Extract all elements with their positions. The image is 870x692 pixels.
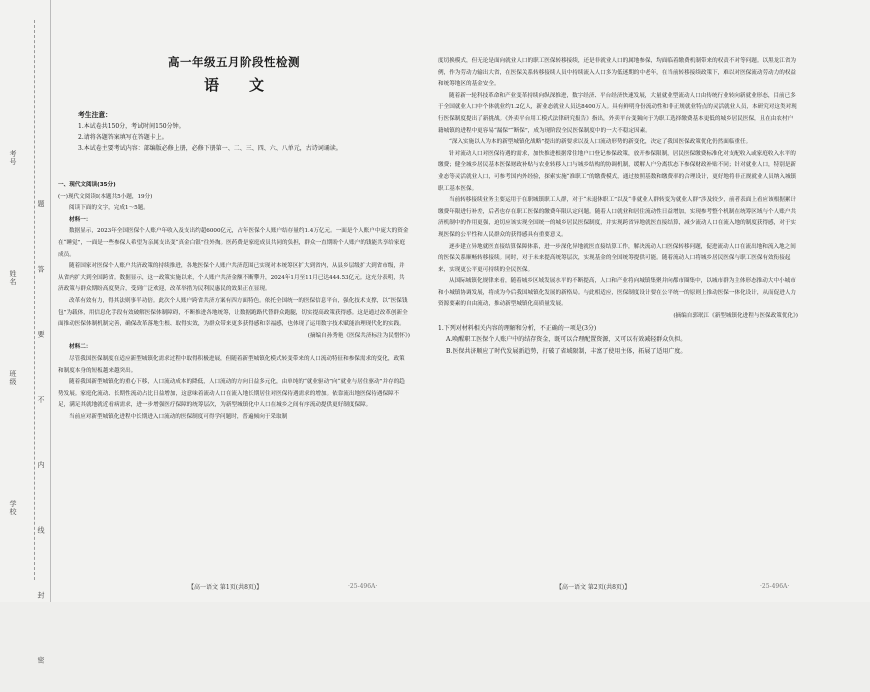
- paragraph: 数据显示，2023年全国医保个人账户年收入及支出约超6000亿元，占年医保个人账户结存量约1.4万亿元。一面是个人账户中庞大的资金在“睡觉”，一面是一些参保人希望为亲属支出变“真金白银”往外掏。医药费是家庭成员共同的负担，群众一直期盼个人账户的钱能共享给家庭成员。: [58, 228, 409, 258]
- paragraph: 当前应对新型城镇化进程中长期进入口流动的医保制度可得学问题时，普遍倾向于采取制: [69, 413, 288, 420]
- paragraph: 度切换模式，但无论是面向就业人口的职工医保转移接续，还是非就业人口的属地参保，均面临着缴费机制带来的权责不对等问题。以黑龙江省为例，作为劳动力输出大省，在医保关系转移接续人员中持续流入人口多为低迷期的中老年，在当前转移接续政策下，难以对医保流动劳动力的权益和统筹地区的基金安全。: [438, 58, 797, 88]
- material-label: 材料二：: [69, 344, 92, 351]
- paragraph: 改革有效有力，得其法则事半功倍。此次个人账户跨省共济方案有四方面特色。依托全国统一的医保信息平台，强化技术支撑，以“医保钱包”为载体，用信息化手段有效破解医保体制障碍，不断推进各地统筹，让数据跑路代替群众跑腿，切实提高政策获得感。这是通过改革创新全面推动医保体制机制完善，确保改革落地生根、取得实效，为群众带来更多获得感和幸福感，也体现了运用数字技术赋能治理现代化的实践。: [58, 297, 408, 328]
- section-heading: 一、现代文阅读(35分): [58, 182, 116, 188]
- xingming-label: 姓名: [9, 270, 17, 286]
- page-footer-left: 【高一语文 第1页(共8页)】: [188, 584, 263, 591]
- kaohao-label: 考号: [9, 150, 17, 166]
- paragraph: 尽管我国医保制度在适应新型城镇化需求过程中取得积极进展，但随着新型城镇化模式转变带来的人口流动特征和参保需求的变化，政策和制度本身的短板越来越突出。: [58, 355, 405, 374]
- subject-title: 语文: [203, 76, 294, 94]
- question-option-a: A.唤醒职工医保个人账户中的结存资金，既可以合理配置资源，又可以有效减轻群众负担。: [446, 336, 687, 344]
- right-column: [438, 56, 798, 357]
- notice-heading: 考生注意：: [78, 111, 112, 119]
- seal-text: 题 答 要 不 内 线 封 密: [37, 200, 45, 692]
- page-code-right: ·25-496A·: [760, 583, 790, 590]
- left-column: [58, 180, 410, 423]
- paragraph: 针对流动人口对医保待遇的需求，加快推进根据常住地户口登记参保政策，放开参保限制，居民医保缴费标准化对支配收入或家庭收入水平的缴费；健全城乡居民基本医保财政补贴与农业转移人口与城乡结构的协调机制，缓解人户分离状态下参保财政补贴不同；针对就业人口，特别是新业态等灵活就业人口，可参考国内外经验，探索实施“准职工”的缴费模式，通过按照基数和缴费率的合理设计，更好地将非正规就业人员纳入城镇职工基本医保。: [438, 150, 797, 192]
- notice-box: [78, 110, 408, 154]
- seal-line: [34, 20, 35, 580]
- page-footer-right: 【高一语文 第2页(共8页)】: [556, 584, 631, 591]
- notice-item: 1.本试卷共150分，考试时间150分钟。: [78, 123, 185, 130]
- source-citation: (摘编自孙秀艳《医保共济标注为民惜怀》): [307, 332, 410, 339]
- banji-label: 班级: [9, 370, 17, 386]
- instruction: 阅读下面的文字，完成1～5题。: [69, 205, 149, 212]
- page-code-left: ·25-496A·: [348, 583, 378, 590]
- question-option-b: B.医保共济顺应了时代发展新趋势，打破了省域限制，丰富了使用主体，拓展了适用广度。: [446, 347, 687, 355]
- xuexiao-label: 学校: [9, 500, 17, 516]
- notice-item: 3.本试卷主要考试内容：部编版必修上册，必修下册第一、二、三、四、六、八单元，古诗词诵读。: [78, 145, 342, 152]
- paragraph: 当前转移接续业务主要运用于在职城镇职工人群，对于“未退休职工”以及“非就业人群转变为就业人群”涉及较少，前者表面上看应该根据累计缴费年限进行补差，后者也存在职工医保的缴费年限认定问题。随着人口就业和居住流动性日益增加，实现参考整个机制在统筹区域与个人账户共济机制中的作用更强，迫切应该实现全国统一的城乡居民医保制度，并实现跨省异地就医直接结算，减少流动人口在流入地的制度获得感，对于实现医保的公平性和人民群众的获得感具有重要意义。: [438, 197, 797, 238]
- paragraph: 从国际城镇化规律来看，随着城乡区域发展水平的不断提高，人口和产业将向城镇集聚并向都市圈集中，以城市群为主体形态推动大中小城市和小城镇协调发展，将成为今后我国城镇化发展的新格局。与此相适应，医保制度设计要在公平统一的原则上推动医保一体化设计，从而促进人力资源要素的自由流动，推动新型城镇化高质量发展。: [438, 278, 797, 308]
- paragraph: 随着国家对医保个人账户共济政策的持续推进，各地医保个人账户共济范围已实现对本统筹区扩大到省内，从县乡层级扩大到省市级，并从省内扩大到全国跨省。数据显示，这一政策实施以来，个人账户共济金额不断攀升，2024年1月至11月已达444.53亿元。这充分表明，共济政策与群众期盼高度契合，受到广泛欢迎，改革举措为民利民惠民的效果正在显现。: [58, 263, 405, 293]
- paragraph: “深入实施以人为本的新型城镇化战略”提出的新要求以及人口流动形势的新变化，决定了我国医保政策优化仍然面临重任。: [449, 139, 752, 146]
- exam-title: 高一年级五月阶段性检测: [168, 55, 300, 69]
- binding-margin: [0, 0, 51, 692]
- source-citation: (摘编自郭珉江《新型城镇化进程与医保政策优化》): [673, 313, 798, 320]
- paragraph: 随着我国新型城镇化的重心下移，人口流动成本的降低，人口流动的方向日益多元化，由单纯的“就业驱动”向“就业与居住驱动”并存的趋势发展。家庭化流动、长期性流动占比日益增加，这意味着流动人口在流入地长期居住对医保待遇需求的增加。依靠流出地医保待遇保障不足，满足其就地就近看病需求，进一步增强医疗保障的统筹层次，为新型城镇化中人口在城乡之间有序流动提供更好制度保障。: [58, 379, 405, 409]
- paragraph: 随着新一轮科技革命和产业变革持续向纵深推进，数字经济、平台经济快速发展，大量就业型流动人口由传统行业转向新就业形态，目前已多于全国就业人口中个体就业约1.2亿人，新业态就业人员达8400万人。具有鲜明身份流动性和非正规就业特点的灵活就业人员，本研究对这类对现行医保制度提出了新挑战。《外卖平台用工模式法律研究报告》指出，外卖平台变频向于为职工选择缴费基本更低的城乡居民医保，且在由农村户籍城镇的进程中更容易“漏保”“断保”，成为现阶段全民医保制度中的一大不稳定因素。: [438, 92, 797, 134]
- subsection-heading: (一)现代文阅读Ⅰ(本题共5小题，19分): [58, 193, 153, 200]
- paragraph: 逐步建立异地就医直接结算保障体系，进一步深化异地就医直接结算工作，解决流动人口医保转移问题，促进流动人口在流出地和流入地之间的医保关系顺畅转移接续。同时，对于未来提高统筹层次，实现基金的全国统筹提供可能。随着流动人口将城乡居民医保与职工医保有效衔接起来，实现更公平更可持续的全民医保。: [438, 243, 796, 273]
- material-label: 材料一：: [69, 216, 92, 223]
- notice-item: 2.请将各题答案填写在答题卡上。: [78, 134, 168, 141]
- question-stem: 1.下列对材料相关内容的理解和分析，不正确的一项是(3分): [438, 324, 597, 332]
